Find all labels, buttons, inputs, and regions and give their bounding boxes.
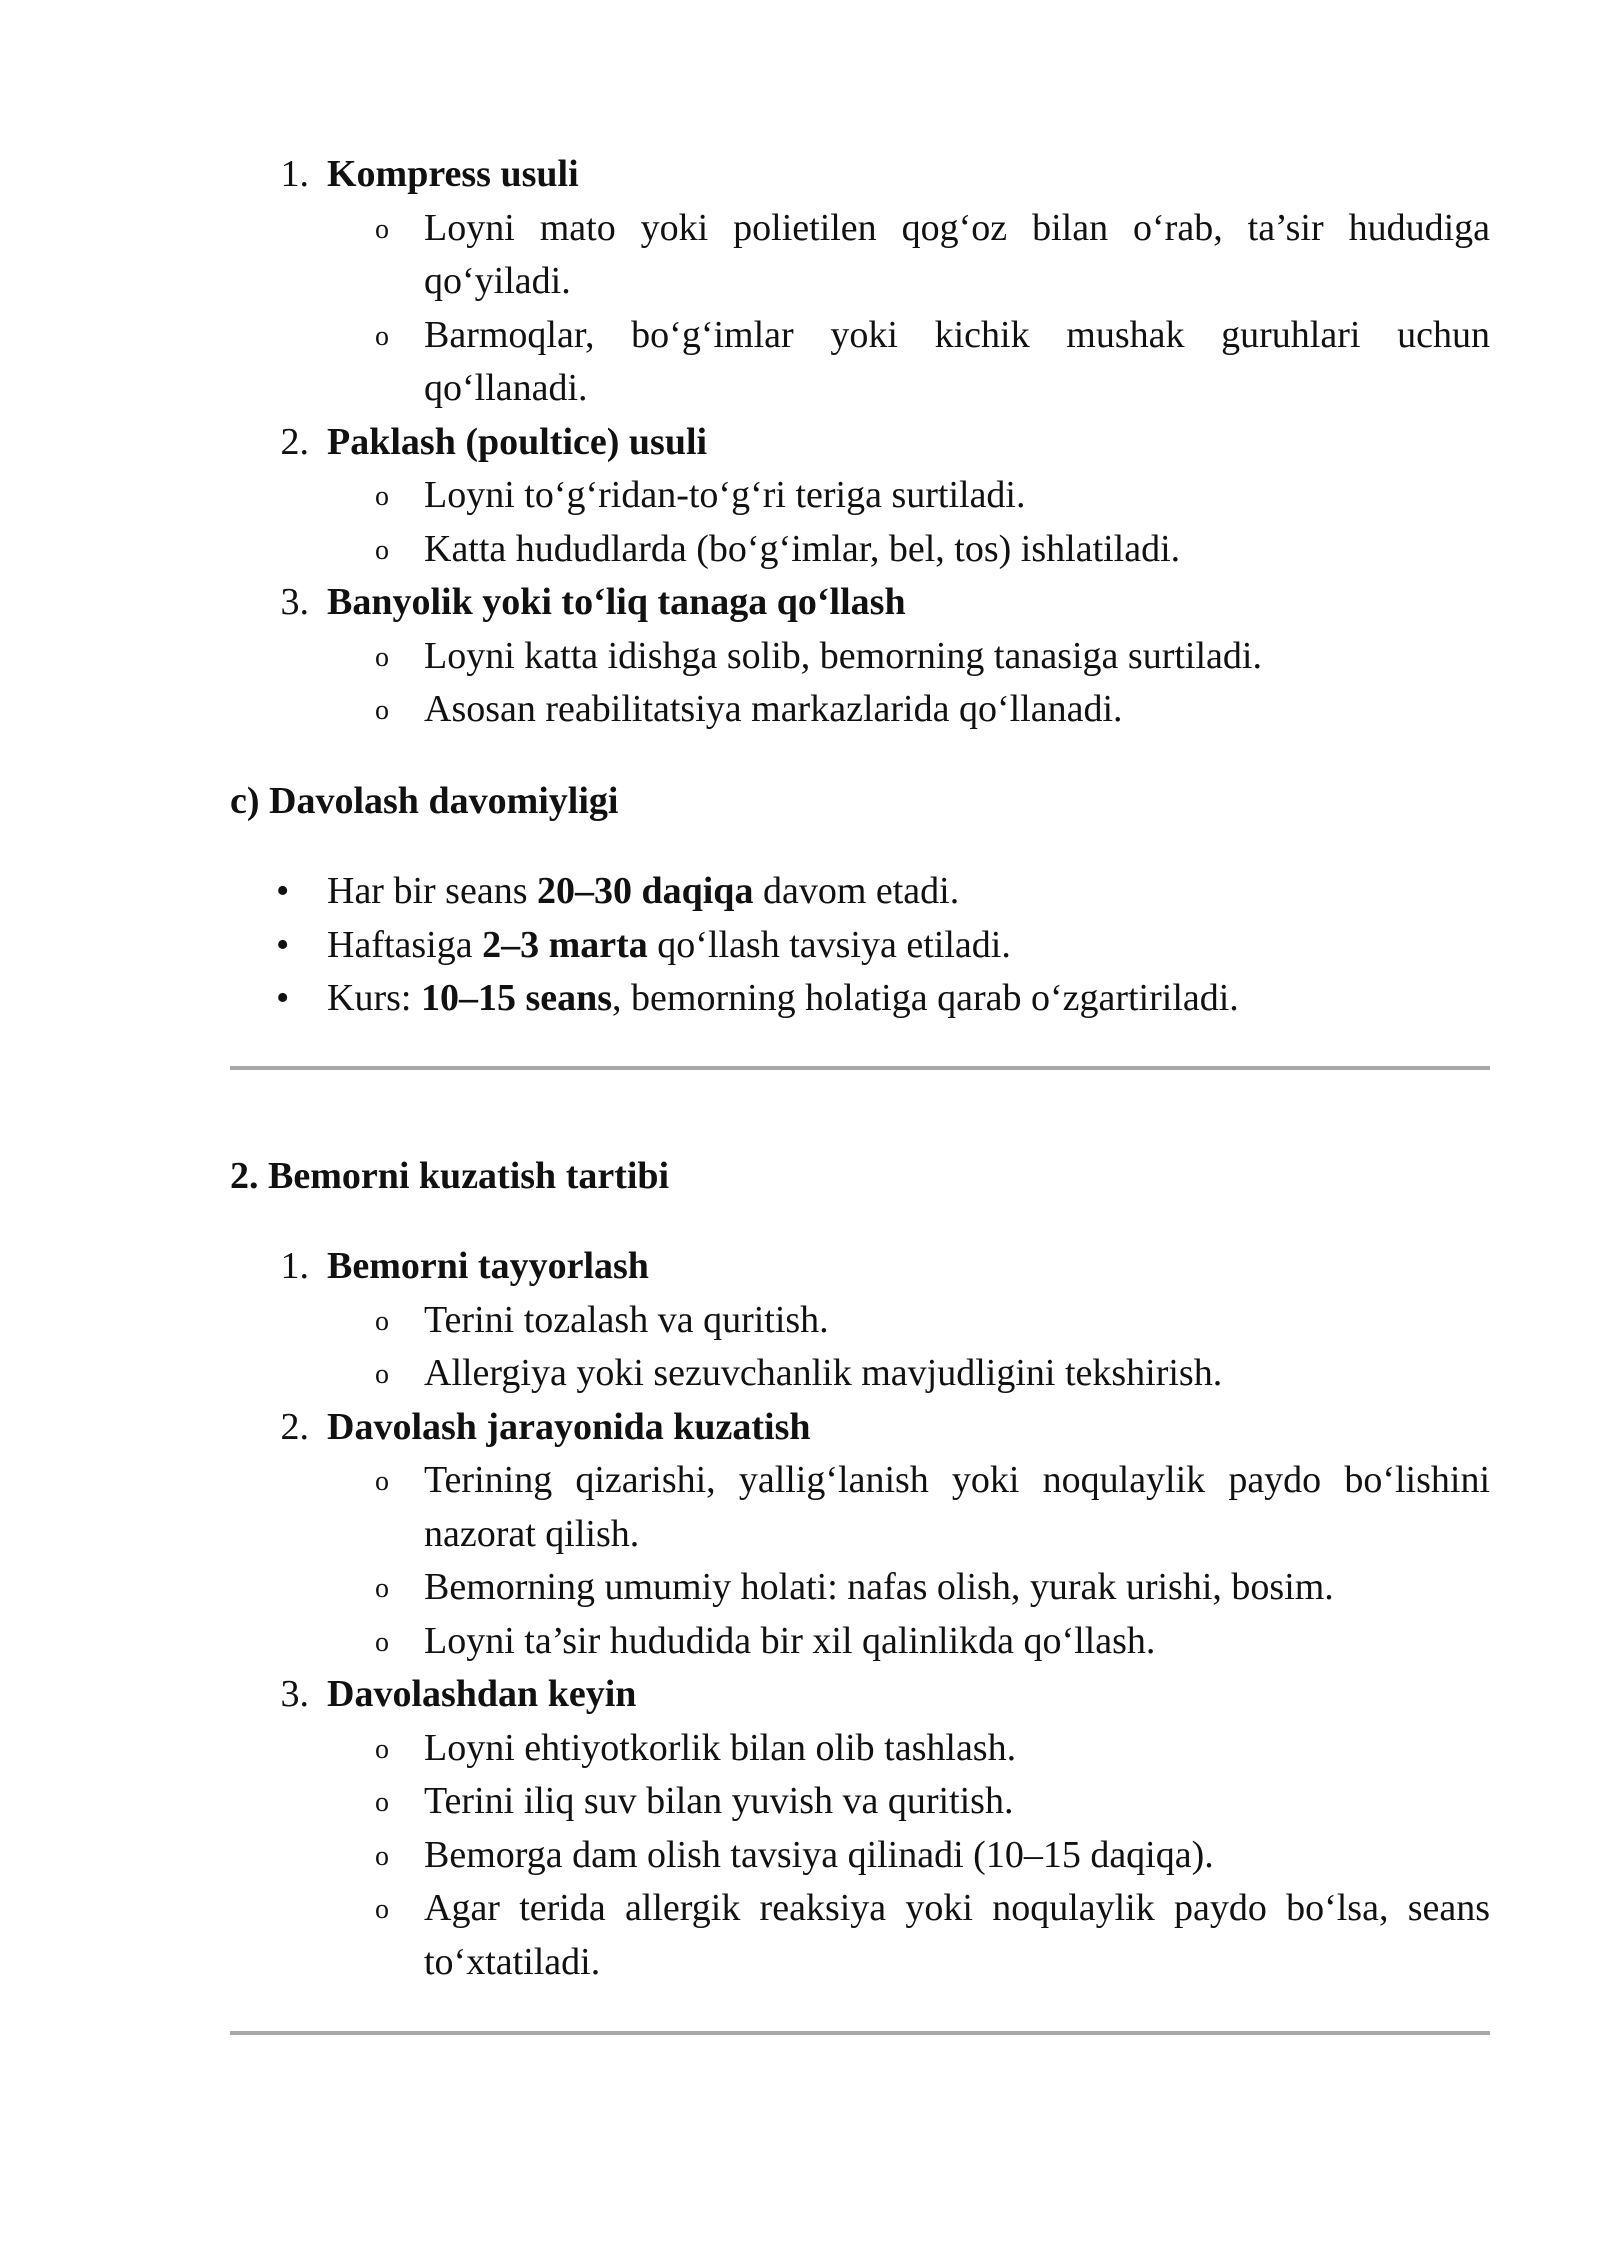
circle-bullet-icon: o xyxy=(375,213,389,245)
circle-bullet-icon: o xyxy=(375,1359,389,1390)
sub-list xyxy=(327,469,1490,576)
sub-list-item: o Loyni ta’sir hududida bir xil qalinlikda qo‘llash. xyxy=(327,1615,1490,1669)
item-title: Kompress usuli xyxy=(327,153,579,195)
item-title: Paklash (poultice) usuli xyxy=(327,420,708,463)
circle-bullet-icon: o xyxy=(375,1305,389,1337)
list-item xyxy=(230,148,1490,416)
item-title: Davolash jarayonida kuzatish xyxy=(327,1405,811,1448)
sub-list xyxy=(327,630,1490,737)
sub-list-item: o Bemorning umumiy holati: nafas olish, yurak urishi, bosim. xyxy=(327,1561,1490,1615)
section-heading-observation: 2. Bemorni kuzatish tartibi xyxy=(230,1154,670,1197)
observation-list xyxy=(230,1240,1490,1989)
sub-list xyxy=(327,1454,1490,1668)
circle-bullet-icon: o xyxy=(375,1626,389,1658)
sub-list-item: o Loyni katta idishga solib, bemorning tanasiga surtiladi. xyxy=(327,630,1490,684)
document-content xyxy=(230,148,1490,2035)
bullet-item: • Har bir seans 20–30 daqiqa davom etadi. xyxy=(230,865,1490,919)
sub-list-item: o Loyni to‘g‘ridan-to‘g‘ri teriga surtiladi. xyxy=(327,469,1490,523)
list-item xyxy=(230,1668,1490,1989)
duration-bullet-list xyxy=(230,865,1490,1026)
bullet-item: • Kurs: 10–15 seans, bemorning holatiga qarab o‘zgartiriladi. xyxy=(230,972,1490,1026)
sub-list-item: o Bemorga dam olish tavsiya qilinadi (10–15 daqiqa). xyxy=(327,1829,1490,1883)
item-title: Bemorni tayyorlash xyxy=(327,1245,649,1287)
circle-bullet-icon: o xyxy=(375,1894,389,1925)
item-number: 3. xyxy=(280,581,309,623)
circle-bullet-icon: o xyxy=(375,1787,389,1818)
item-title: Banyolik yoki to‘liq tanaga qo‘llash xyxy=(327,581,906,623)
circle-bullet-icon: o xyxy=(375,1573,389,1604)
horizontal-divider xyxy=(230,1066,1490,1070)
sub-list-item: o Terini iliq suv bilan yuvish va quritish. xyxy=(327,1775,1490,1829)
circle-bullet-icon: o xyxy=(375,320,389,352)
sub-list xyxy=(327,1722,1490,1990)
sub-list-item: o Agar terida allergik reaksiya yoki noqulaylik paydo bo‘lsa, seans to‘xtatiladi. xyxy=(327,1882,1490,1989)
sub-list xyxy=(327,202,1490,416)
item-number: 1. xyxy=(280,1245,309,1287)
sub-list-item: o Katta hududlarda (bo‘g‘imlar, bel, tos) ishlatiladi. xyxy=(327,523,1490,577)
item-number: 1. xyxy=(280,153,309,195)
sub-list-item: o Loyni mato yoki polietilen qog‘oz bilan o‘rab, ta’sir hududiga qo‘yiladi. xyxy=(327,202,1490,309)
section-heading-duration: c) Davolash davomiyligi xyxy=(230,779,619,822)
circle-bullet-icon: o xyxy=(375,481,389,512)
item-title: Davolashdan keyin xyxy=(327,1673,637,1715)
circle-bullet-icon: o xyxy=(375,695,389,726)
item-number: 3. xyxy=(280,1673,309,1715)
item-number: 2. xyxy=(280,1405,309,1448)
sub-list-item: o Barmoqlar, bo‘g‘imlar yoki kichik mushak guruhlari uchun qo‘llanadi. xyxy=(327,309,1490,416)
sub-list-item: o Terini tozalash va quritish. xyxy=(327,1294,1490,1348)
circle-bullet-icon: o xyxy=(375,1840,389,1872)
circle-bullet-icon: o xyxy=(375,1733,389,1765)
bullet-icon: • xyxy=(276,923,290,966)
sub-list xyxy=(327,1294,1490,1401)
list-item xyxy=(230,416,1490,577)
sub-list-item: o Terining qizarishi, yallig‘lanish yoki noqulaylik paydo bo‘lishini nazorat qilish. xyxy=(327,1454,1490,1561)
list-item xyxy=(230,1401,1490,1669)
circle-bullet-icon: o xyxy=(375,1466,389,1497)
list-item xyxy=(230,1240,1490,1401)
circle-bullet-icon: o xyxy=(375,534,389,566)
sub-list-item: o Asosan reabilitatsiya markazlarida qo‘llanadi. xyxy=(327,683,1490,737)
bullet-icon: • xyxy=(276,870,290,912)
item-number: 2. xyxy=(280,420,309,463)
list-item xyxy=(230,576,1490,737)
horizontal-divider xyxy=(230,2031,1490,2035)
sub-list-item: o Allergiya yoki sezuvchanlik mavjudligini tekshirish. xyxy=(327,1347,1490,1401)
circle-bullet-icon: o xyxy=(375,641,389,673)
method-list xyxy=(230,148,1490,737)
bullet-item: • Haftasiga 2–3 marta qo‘llash tavsiya etiladi. xyxy=(230,919,1490,973)
bullet-icon: • xyxy=(276,977,290,1019)
sub-list-item: o Loyni ehtiyotkorlik bilan olib tashlash. xyxy=(327,1722,1490,1776)
